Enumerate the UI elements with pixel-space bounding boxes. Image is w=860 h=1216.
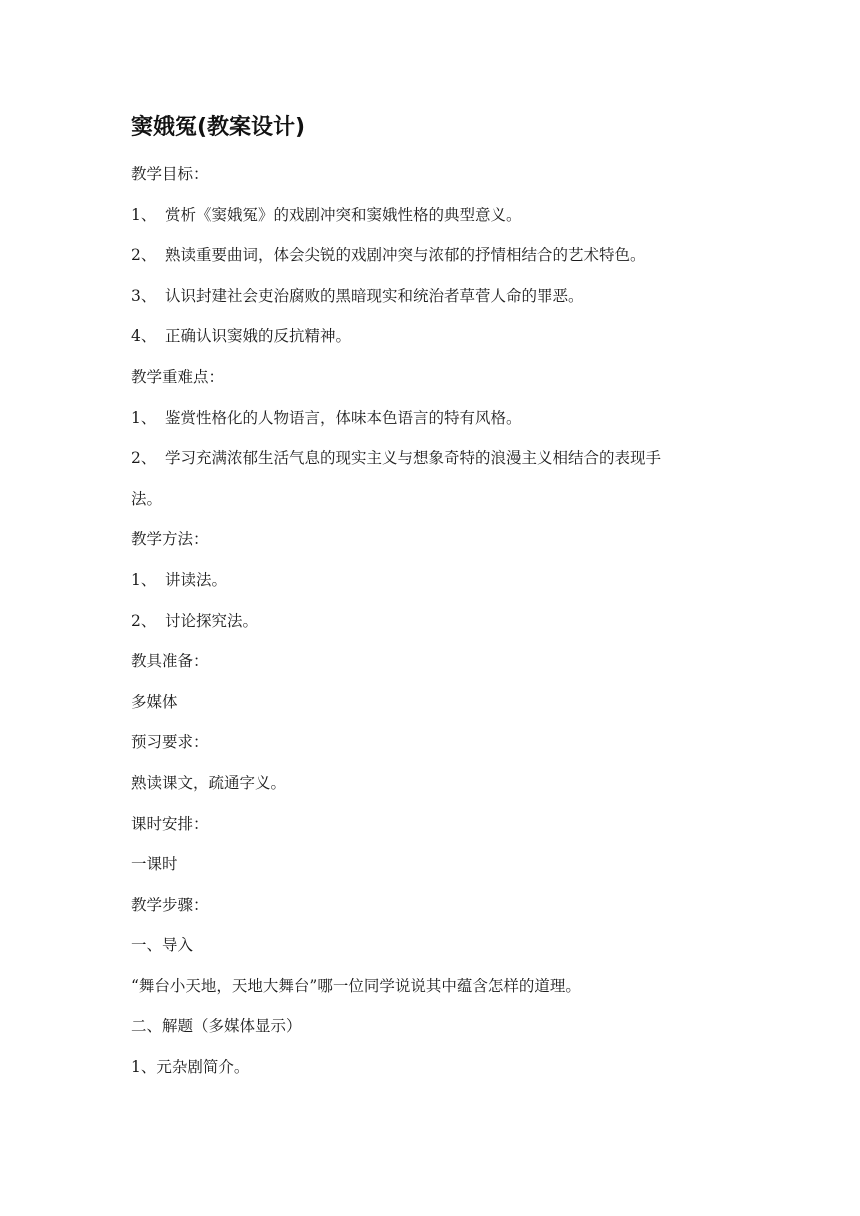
keypoint-text: 学习充满浓郁生活气息的现实主义与想象奇特的浪漫主义相结合的表现手 xyxy=(165,449,662,468)
keypoint-item xyxy=(131,438,731,479)
document-body xyxy=(131,113,731,1088)
objective-text: 正确认识窦娥的反抗精神。 xyxy=(165,327,352,346)
objective-number: 1、 xyxy=(131,205,157,224)
objective-number: 3、 xyxy=(131,286,157,305)
methods-heading: 教学方法： xyxy=(131,530,209,549)
objective-number: 2、 xyxy=(131,246,157,265)
step2-item: 1、元杂剧简介。 xyxy=(131,1058,250,1077)
keypoint-item xyxy=(131,398,731,439)
objective-text: 认识封建社会吏治腐败的黑暗现实和统治者草菅人命的罪恶。 xyxy=(165,286,584,305)
objective-item xyxy=(131,316,731,357)
keypoints-heading: 教学重难点： xyxy=(131,367,225,386)
tools-heading: 教具准备： xyxy=(131,652,209,671)
objective-text: 熟读重要曲词，体会尖锐的戏剧冲突与浓郁的抒情相结合的艺术特色。 xyxy=(165,246,646,265)
step2-heading: 二、解题（多媒体显示） xyxy=(131,1017,302,1036)
method-number: 2、 xyxy=(131,611,157,630)
objective-number: 4、 xyxy=(131,327,157,346)
objectives-heading: 教学目标： xyxy=(131,165,209,183)
preview-heading: 预习要求： xyxy=(131,733,209,752)
method-item xyxy=(131,560,731,601)
objective-item xyxy=(131,276,731,317)
step1-heading: 一、导入 xyxy=(131,936,194,955)
tools-text: 多媒体 xyxy=(131,692,178,711)
keypoint-text: 鉴赏性格化的人物语言，体味本色语言的特有风格。 xyxy=(165,408,522,427)
keypoint-number: 1、 xyxy=(131,408,157,427)
method-text: 讨论探究法。 xyxy=(165,611,259,630)
schedule-text: 一课时 xyxy=(131,855,178,874)
method-item xyxy=(131,601,731,642)
schedule-heading: 课时安排： xyxy=(131,814,209,833)
objective-item xyxy=(131,235,731,276)
objective-text: 赏析《窦娥冤》的戏剧冲突和窦娥性格的典型意义。 xyxy=(165,205,522,224)
document-title: 窦娥冤(教案设计) xyxy=(131,115,306,140)
step1-text: “舞台小天地，天地大舞台”哪一位同学说说其中蕴含怎样的道理。 xyxy=(131,976,581,995)
steps-heading: 教学步骤： xyxy=(131,895,209,914)
method-number: 1、 xyxy=(131,570,157,589)
method-text: 讲读法。 xyxy=(165,570,228,589)
preview-text: 熟读课文，疏通字义。 xyxy=(131,773,287,792)
objective-item xyxy=(131,195,731,236)
keypoint-number: 2、 xyxy=(131,449,157,468)
keypoint-continuation: 法。 xyxy=(131,489,163,508)
